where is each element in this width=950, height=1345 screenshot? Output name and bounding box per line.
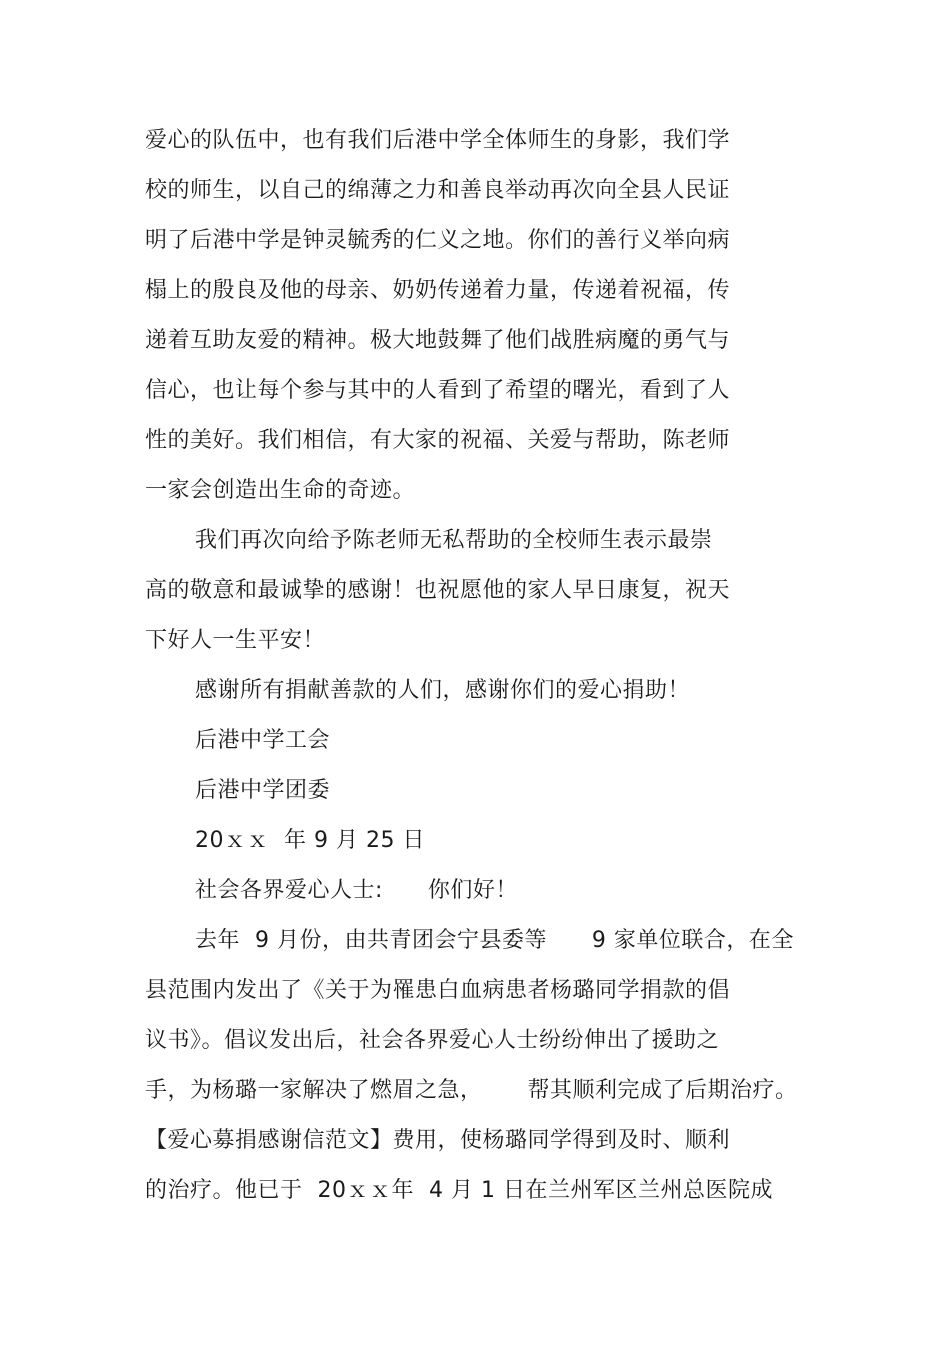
paragraph-line: 去年 9 月份，由共青团会宁县委等 9 家单位联合，在全: [195, 928, 794, 953]
paragraph-line: 我们再次向给予陈老师无私帮助的全校师生表示最崇: [195, 528, 713, 553]
paragraph-line: 一家会创造出生命的奇迹。: [145, 478, 416, 503]
paragraph-line: 议书》。倡议发出后，社会各界爱心人士纷纷伸出了援助之: [145, 1028, 720, 1053]
paragraph-line: 爱心的队伍中，也有我们后港中学全体师生的身影，我们学: [145, 128, 731, 153]
paragraph-line: 的治疗。他已于 20ｘｘ年 4 月 1 日在兰州军区兰州总医院成: [145, 1178, 773, 1203]
paragraph-line: 明了后港中学是钟灵毓秀的仁义之地。你们的善行义举向病: [145, 228, 731, 253]
signature-date: 20ｘｘ 年 9 月 25 日: [195, 828, 425, 853]
paragraph-line: 性的美好。我们相信，有大家的祝福、关爱与帮助，陈老师: [145, 428, 731, 453]
salutation-line: 社会各界爱心人士: 你们好！: [195, 878, 518, 903]
thanks-line: 感谢所有捐献善款的人们，感谢你们的爱心捐助！: [195, 678, 691, 703]
signature-league: 后港中学团委: [195, 778, 331, 803]
paragraph-line: 递着互助友爱的精神。极大地鼓舞了他们战胜病魔的勇气与: [145, 328, 731, 353]
paragraph-line: 校的师生，以自己的绵薄之力和善良举动再次向全县人民证: [145, 178, 731, 203]
paragraph-line: 县范围内发出了《关于为罹患白血病患者杨璐同学捐款的倡: [145, 978, 731, 1003]
paragraph-line: 榻上的殷良及他的母亲、奶奶传递着力量，传递着祝福，传: [145, 278, 731, 303]
paragraph-line: 【爱心募捐感谢信范文】费用，使杨璐同学得到及时、顺利: [145, 1128, 731, 1153]
paragraph-line: 手，为杨璐一家解决了燃眉之急， 帮其顺利完成了后期治疗。: [145, 1078, 798, 1103]
paragraph-line: 信心，也让每个参与其中的人看到了希望的曙光，看到了人: [145, 378, 731, 403]
signature-union: 后港中学工会: [195, 728, 331, 753]
paragraph-line: 高的敬意和最诚挚的感谢！也祝愿他的家人早日康复，祝天: [145, 578, 731, 603]
paragraph-line: 下好人一生平安！: [145, 628, 326, 653]
